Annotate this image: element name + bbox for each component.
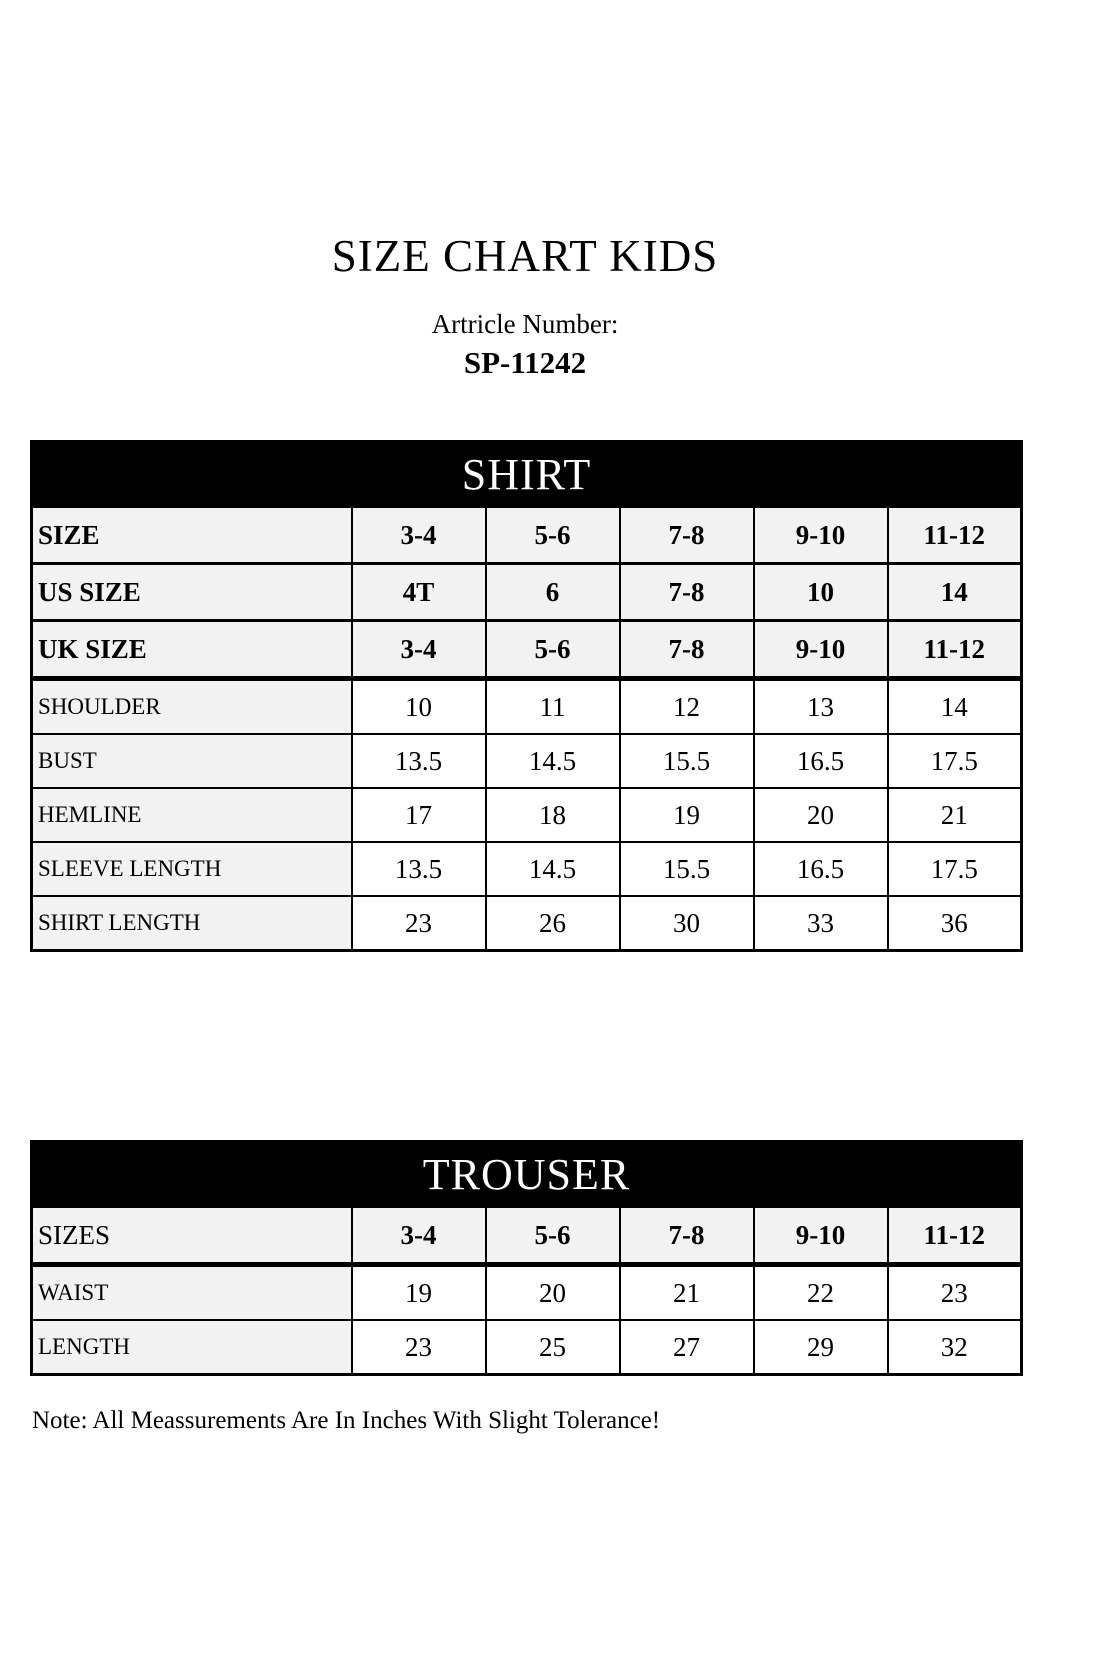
shirt-cell-value: 17.5 <box>888 734 1022 788</box>
trouser-cell-value: 22 <box>754 1265 888 1321</box>
shirt-cell-value: 33 <box>754 896 888 951</box>
shirt-cell-value: 15.5 <box>620 734 754 788</box>
trouser-cell-value: 3-4 <box>352 1207 486 1265</box>
table-row <box>32 507 1022 564</box>
trouser-table-title: TROUSER <box>32 1142 1022 1207</box>
shirt-row-label: UK SIZE <box>32 621 352 679</box>
shirt-cell-value: 14.5 <box>486 842 620 896</box>
trouser-cell-value: 11-12 <box>888 1207 1022 1265</box>
shirt-row-label: SHOULDER <box>32 679 352 735</box>
shirt-cell-value: 13.5 <box>352 842 486 896</box>
shirt-cell-value: 7-8 <box>620 507 754 564</box>
shirt-cell-value: 13 <box>754 679 888 735</box>
measurement-note: Note: All Meassurements Are In Inches With Slight Tolerance! <box>32 1407 661 1435</box>
shirt-cell-value: 36 <box>888 896 1022 951</box>
table-row <box>32 1320 1022 1375</box>
shirt-cell-value: 14 <box>888 564 1022 621</box>
shirt-cell-value: 3-4 <box>352 507 486 564</box>
trouser-cell-value: 29 <box>754 1320 888 1375</box>
page-title: SIZE CHART KIDS <box>331 231 719 281</box>
shirt-cell-value: 4T <box>352 564 486 621</box>
shirt-cell-value: 7-8 <box>620 621 754 679</box>
shirt-row-label: BUST <box>32 734 352 788</box>
shirt-cell-value: 3-4 <box>352 621 486 679</box>
shirt-cell-value: 19 <box>620 788 754 842</box>
shirt-row-label: US SIZE <box>32 564 352 621</box>
trouser-row-label: WAIST <box>32 1265 352 1321</box>
table-row <box>32 1207 1022 1265</box>
shirt-cell-value: 26 <box>486 896 620 951</box>
table-row <box>32 1265 1022 1321</box>
trouser-cell-value: 25 <box>486 1320 620 1375</box>
trouser-cell-value: 32 <box>888 1320 1022 1375</box>
trouser-cell-value: 19 <box>352 1265 486 1321</box>
table-row <box>32 734 1022 788</box>
shirt-cell-value: 11-12 <box>888 507 1022 564</box>
shirt-cell-value: 30 <box>620 896 754 951</box>
shirt-cell-value: 14.5 <box>486 734 620 788</box>
shirt-cell-value: 11 <box>486 679 620 735</box>
article-number-label: Artricle Number: <box>431 309 619 340</box>
shirt-row-label: SHIRT LENGTH <box>32 896 352 951</box>
shirt-cell-value: 9-10 <box>754 507 888 564</box>
shirt-cell-value: 11-12 <box>888 621 1022 679</box>
table-row <box>32 564 1022 621</box>
table-row <box>32 896 1022 951</box>
trouser-cell-value: 27 <box>620 1320 754 1375</box>
shirt-cell-value: 16.5 <box>754 734 888 788</box>
shirt-cell-value: 16.5 <box>754 842 888 896</box>
shirt-cell-value: 14 <box>888 679 1022 735</box>
trouser-cell-value: 9-10 <box>754 1207 888 1265</box>
trouser-cell-value: 7-8 <box>620 1207 754 1265</box>
trouser-cell-value: 23 <box>888 1265 1022 1321</box>
shirt-cell-value: 6 <box>486 564 620 621</box>
trouser-cell-value: 23 <box>352 1320 486 1375</box>
shirt-cell-value: 23 <box>352 896 486 951</box>
trouser-cell-value: 5-6 <box>486 1207 620 1265</box>
shirt-cell-value: 15.5 <box>620 842 754 896</box>
shirt-cell-value: 18 <box>486 788 620 842</box>
shirt-table-title: SHIRT <box>32 442 1022 507</box>
shirt-cell-value: 21 <box>888 788 1022 842</box>
shirt-cell-value: 10 <box>352 679 486 735</box>
trouser-cell-value: 21 <box>620 1265 754 1321</box>
table-row <box>32 842 1022 896</box>
size-tables-container <box>30 440 1020 1376</box>
table-row <box>32 621 1022 679</box>
shirt-row-label: SLEEVE LENGTH <box>32 842 352 896</box>
shirt-cell-value: 5-6 <box>486 507 620 564</box>
shirt-cell-value: 13.5 <box>352 734 486 788</box>
shirt-row-label: HEMLINE <box>32 788 352 842</box>
trouser-row-label: LENGTH <box>32 1320 352 1375</box>
shirt-cell-value: 10 <box>754 564 888 621</box>
trouser-row-label: SIZES <box>32 1207 352 1265</box>
shirt-cell-value: 17.5 <box>888 842 1022 896</box>
shirt-cell-value: 20 <box>754 788 888 842</box>
shirt-size-table <box>30 440 1023 952</box>
shirt-cell-value: 12 <box>620 679 754 735</box>
shirt-cell-value: 5-6 <box>486 621 620 679</box>
shirt-cell-value: 17 <box>352 788 486 842</box>
table-row <box>32 788 1022 842</box>
shirt-row-label: SIZE <box>32 507 352 564</box>
size-chart-page <box>30 0 1020 1436</box>
shirt-cell-value: 9-10 <box>754 621 888 679</box>
table-row <box>32 679 1022 735</box>
trouser-cell-value: 20 <box>486 1265 620 1321</box>
trouser-size-table <box>30 1140 1023 1376</box>
article-number-value: SP-11242 <box>463 344 587 380</box>
shirt-cell-value: 7-8 <box>620 564 754 621</box>
